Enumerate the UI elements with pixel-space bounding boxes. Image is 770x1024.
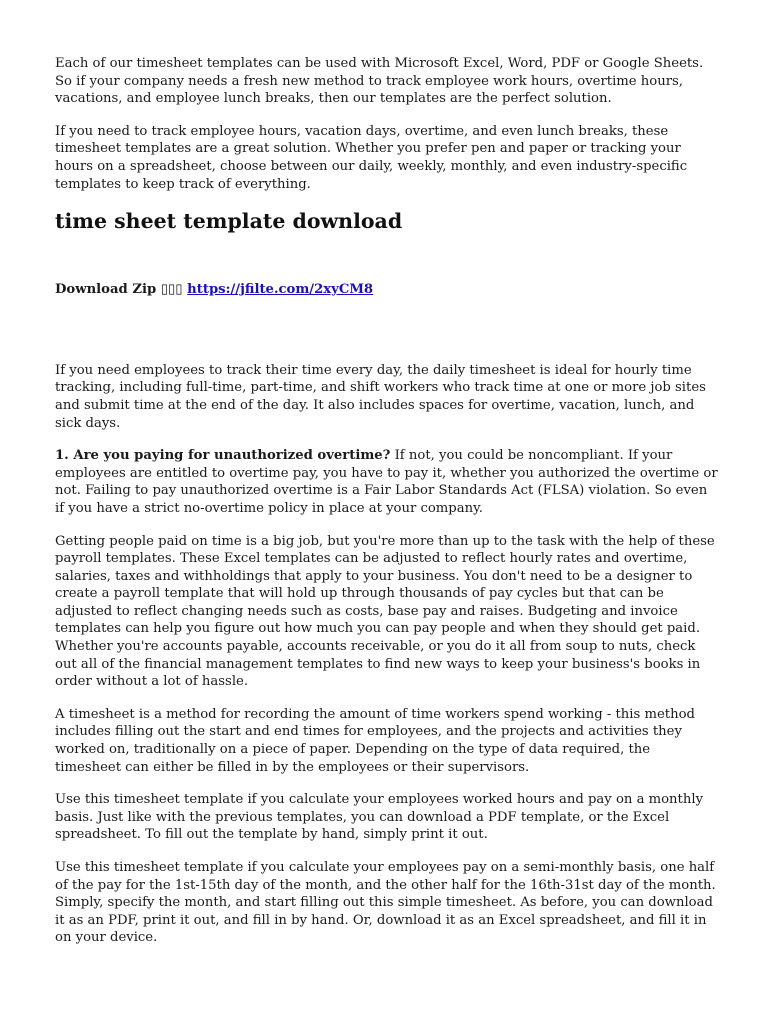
body-paragraph-monthly: Use this timesheet template if you calculate your employees worked hours and pay on a monthly basis. Just like with the previous templates, you can download a PDF template, or the Excel spreadsheet. To fill out the template by hand, simply print it out. (55, 792, 704, 843)
intro-paragraph-2: If you need to track employee hours, vacation days, overtime, and even lunch breaks, these timesheet templates are a great solution. Whether you prefer pen and paper or tracking your hours on a spreadsheet, choose between our daily, weekly, monthly, and even industry-specific templates to keep track of everything. (55, 123, 688, 192)
body-paragraph-semimonthly: Use this timesheet template if you calculate your employees pay on a semi-monthly basis, one half of the pay for the 1st-15th day of the month, and the other half for the 16th-31st day of the month. Simply, specify the month, and start filling out this simple timesheet. As before, you can download it as an PDF, print it out, and fill in by hand. Or, download it as an Excel spreadsheet, and fill it in on your device. (55, 860, 716, 946)
download-glyphs: ▯▯▯ (160, 282, 183, 298)
download-line (55, 281, 720, 299)
body-paragraph-payroll: Getting people paid on time is a big job, but you're more than up to the task with the help of these payroll templates. These Excel templates can be adjusted to reflect hourly rates and overtime, salaries, taxes and withholdings that apply to your business. You don't need to be a designer to create a payroll template that will hold up through thousands of pay cycles but that can be adjusted to reflect changing needs such as costs, base pay and raises. Budgeting and invoice templates can help you figure out how much you can pay people and when they should get paid. Whether you're accounts payable, accounts receivable, or you do it all from soup to nuts, check out all of the financial management templates to find new ways to keep your business's books in order without a lot of hassle. (55, 533, 715, 690)
page-heading: time sheet template download (55, 209, 403, 234)
download-label: Download Zip (55, 282, 157, 298)
intro-paragraph-1: Each of our timesheet templates can be used with Microsoft Excel, Word, PDF or Google Sheets. So if your company needs a fresh new method to track employee work hours, overtime hours, vacations, and employee lunch breaks, then our templates are the perfect solution. (55, 56, 704, 107)
body-paragraph-definition: A timesheet is a method for recording the amount of time workers spend working - this method includes filling out the start and end times for employees, and the projects and activities they worked on, traditionally on a piece of paper. Depending on the type of data required, the timesheet can either be filled in by the employees or their supervisors. (55, 706, 695, 775)
body-paragraph-overtime (55, 447, 720, 517)
document-page (55, 55, 720, 962)
body-paragraph-daily: If you need employees to track their time every day, the daily timesheet is ideal for hourly time tracking, including full-time, part-time, and shift workers who track time at one or more job sites and submit time at the end of the day. It also includes spaces for overtime, vacation, lunch, and sick days. (55, 362, 706, 431)
overtime-text: If not, you could be noncompliant. If your employees are entitled to overtime pay, you have to pay it, whether you authorized the overtime or not. Failing to pay unauthorized overtime is a Fair Labor Standards Act (FLSA) violation. So even if you have a strict no-overtime policy in place at your company. (55, 448, 718, 516)
overtime-question: 1. Are you paying for unauthorized overtime? (55, 448, 391, 464)
download-link[interactable]: https://jfilte.com/2xyCM8 (187, 282, 374, 298)
